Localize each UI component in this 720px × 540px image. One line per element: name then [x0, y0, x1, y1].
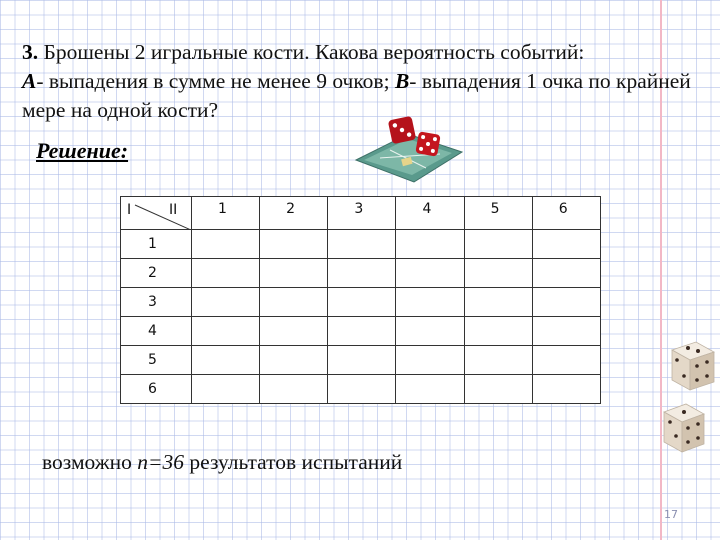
row-header: 3 — [121, 288, 192, 317]
problem-text-part-1: Брошены 2 игральные кости. Какова вероятность событий: — [38, 40, 585, 64]
table-row — [121, 346, 601, 375]
table-row — [121, 230, 601, 259]
event-a-label: А — [22, 69, 37, 93]
table-cell — [396, 259, 464, 288]
table-cell — [464, 317, 532, 346]
second-die-label: II — [169, 202, 178, 218]
table-header-row — [121, 197, 601, 230]
table-cell — [328, 259, 396, 288]
solution-heading: Решение: — [36, 138, 129, 163]
problem-text-part-3: - выпадения 1 очка по крайней мере на одной кости? — [22, 69, 691, 122]
table-cell — [532, 259, 600, 288]
table-cell — [260, 288, 328, 317]
event-b-label: В — [394, 69, 410, 93]
table-cell — [396, 288, 464, 317]
table-cell — [396, 317, 464, 346]
table-cell — [192, 230, 260, 259]
table-cell — [328, 346, 396, 375]
table-cell — [260, 346, 328, 375]
red-dice-on-board-icon — [350, 112, 465, 184]
table-cell — [192, 288, 260, 317]
result-prefix: возможно — [42, 450, 138, 474]
problem-text-part-2: - выпадения в сумме не менее 9 очков; — [36, 69, 395, 93]
row-header: 2 — [121, 259, 192, 288]
white-dice-icon — [662, 338, 720, 460]
table-cell — [396, 230, 464, 259]
table-row — [121, 375, 601, 404]
page-number: 17 — [664, 508, 678, 521]
table-cell — [328, 375, 396, 404]
table-cell — [532, 375, 600, 404]
table-cell — [464, 259, 532, 288]
table-row — [121, 259, 601, 288]
table-cell — [328, 230, 396, 259]
table-cell — [192, 346, 260, 375]
table-row — [121, 288, 601, 317]
row-header: 5 — [121, 346, 192, 375]
table-cell — [464, 288, 532, 317]
column-header: 5 — [464, 197, 532, 230]
table-cell — [192, 375, 260, 404]
first-die-label: I — [127, 202, 132, 218]
table-cell — [396, 375, 464, 404]
table-cell — [328, 288, 396, 317]
column-header: 4 — [396, 197, 464, 230]
result-note — [42, 450, 402, 475]
problem-number: 3. — [22, 40, 39, 64]
table-corner-cell — [121, 197, 192, 230]
table-cell — [260, 375, 328, 404]
table-cell — [260, 230, 328, 259]
table-cell — [260, 259, 328, 288]
result-formula: n=36 — [137, 450, 185, 474]
outcome-table — [120, 196, 601, 404]
table-cell — [464, 375, 532, 404]
table-cell — [192, 317, 260, 346]
table-cell — [464, 346, 532, 375]
table-cell — [192, 259, 260, 288]
table-cell — [532, 230, 600, 259]
result-suffix: результатов испытаний — [184, 450, 403, 474]
row-header: 1 — [121, 230, 192, 259]
column-header: 2 — [260, 197, 328, 230]
table-cell — [532, 317, 600, 346]
table-row — [121, 317, 601, 346]
diagonal-divider — [121, 197, 191, 230]
row-header: 6 — [121, 375, 192, 404]
row-header: 4 — [121, 317, 192, 346]
table-cell — [260, 317, 328, 346]
column-header: 6 — [532, 197, 600, 230]
column-header: 1 — [192, 197, 260, 230]
table-cell — [532, 346, 600, 375]
table-cell — [532, 288, 600, 317]
table-cell — [464, 230, 532, 259]
table-cell — [328, 317, 396, 346]
column-header: 3 — [328, 197, 396, 230]
table-cell — [396, 346, 464, 375]
